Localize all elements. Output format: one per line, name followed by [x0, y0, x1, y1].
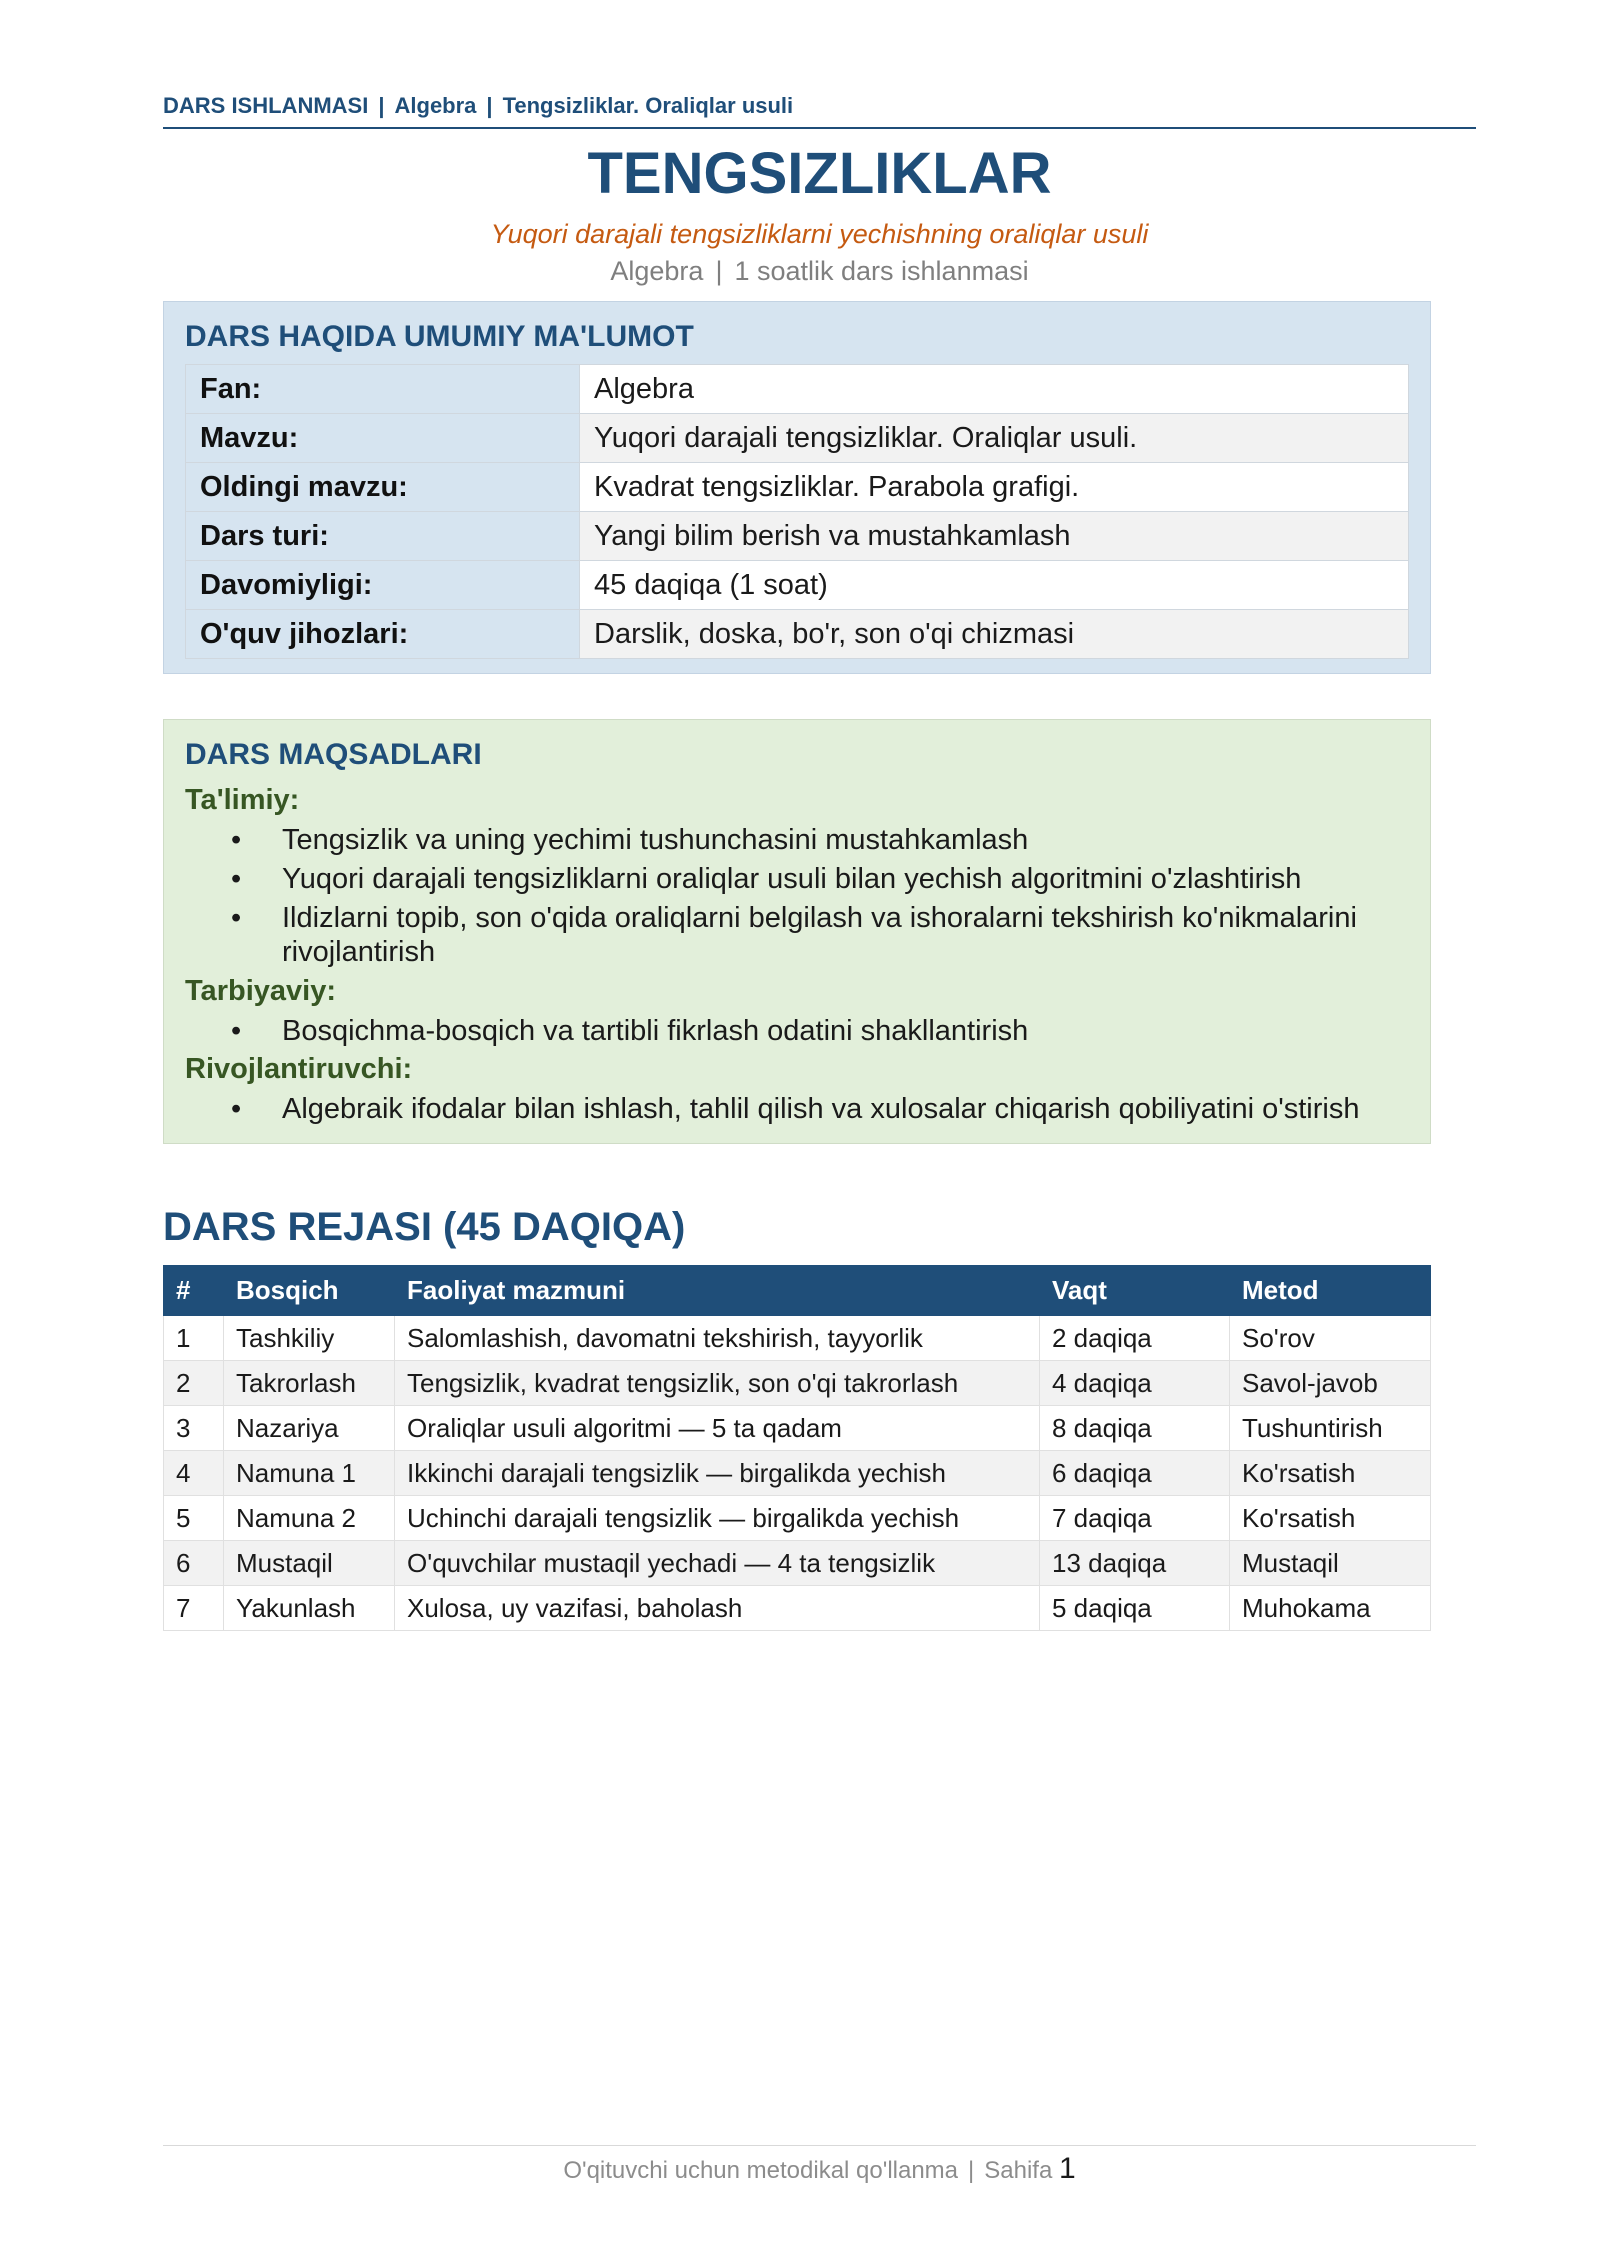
table-cell: 4 [164, 1451, 224, 1496]
table-cell: Namuna 1 [224, 1451, 395, 1496]
info-value: Darslik, doska, bo'r, son o'qi chizmasi [580, 610, 1409, 659]
goal-item: • Bosqichma-bosqich va tartibli fikrlash odatini shakllantirish [282, 1014, 1412, 1048]
table-row [164, 1316, 1431, 1361]
info-row [186, 463, 1409, 512]
table-cell: Mustaqil [1230, 1541, 1431, 1586]
column-header: Vaqt [1040, 1266, 1230, 1316]
table-cell: 1 [164, 1316, 224, 1361]
header-subject: Algebra [394, 93, 477, 118]
table-row [164, 1586, 1431, 1631]
table-cell: 6 [164, 1541, 224, 1586]
table-cell: 6 daqiqa [1040, 1451, 1230, 1496]
page-title: TENGSIZLIKLAR [587, 141, 1052, 206]
info-value: Kvadrat tengsizliklar. Parabola grafigi. [580, 463, 1409, 512]
table-cell: Tengsizlik, kvadrat tengsizlik, son o'qi takrorlash [395, 1361, 1040, 1406]
table-cell: 13 daqiqa [1040, 1541, 1230, 1586]
table-cell: Yakunlash [224, 1586, 395, 1631]
footer-text: O'qituvchi uchun metodikal qo'llanma [563, 2157, 959, 2184]
info-heading: DARS HAQIDA UMUMIY MA'LUMOT [185, 320, 694, 353]
subject-separator: | [715, 256, 723, 286]
column-header: Metod [1230, 1266, 1431, 1316]
table-cell: Muhokama [1230, 1586, 1431, 1631]
table-cell: So'rov [1230, 1316, 1431, 1361]
table-cell: 3 [164, 1406, 224, 1451]
lesson-plan-table [163, 1265, 1431, 1631]
goal-item: • Ildizlarni topib, son o'qida oraliqlarni belgilash va ishoralarni tekshirish ko'nikmalarini rivojlantirish [282, 901, 1412, 969]
running-header [163, 93, 1476, 129]
table-row [164, 1361, 1431, 1406]
table-cell: Oraliqlar usuli algoritmi — 5 ta qadam [395, 1406, 1040, 1451]
table-cell: Salomlashish, davomatni tekshirish, tayyorlik [395, 1316, 1040, 1361]
info-row [186, 414, 1409, 463]
footer-separator: | [968, 2157, 975, 2184]
table-cell: Mustaqil [224, 1541, 395, 1586]
info-label: Oldingi mavzu: [186, 463, 580, 512]
goal-item: • Yuqori darajali tengsizliklarni oraliqlar usuli bilan yechish algoritmini o'zlashtirish [282, 862, 1412, 896]
header-topic: Tengsizliklar. Oraliqlar usuli [502, 93, 794, 118]
table-cell: 5 [164, 1496, 224, 1541]
table-cell: Tushuntirish [1230, 1406, 1431, 1451]
goal-category-developmental: Rivojlantiruvchi: [185, 1053, 413, 1085]
table-cell: 2 daqiqa [1040, 1316, 1230, 1361]
table-cell: 8 daqiqa [1040, 1406, 1230, 1451]
goal-item: • Tengsizlik va uning yechimi tushunchasini mustahkamlash [282, 823, 1412, 857]
page-number: 1 [1059, 2152, 1076, 2185]
footer-divider [163, 2145, 1476, 2146]
info-row [186, 561, 1409, 610]
column-header: Bosqich [224, 1266, 395, 1316]
info-label: Davomiyligi: [186, 561, 580, 610]
table-cell: O'quvchilar mustaqil yechadi — 4 ta tengsizlik [395, 1541, 1040, 1586]
table-row [164, 1541, 1431, 1586]
info-label: Dars turi: [186, 512, 580, 561]
table-cell: Ikkinchi darajali tengsizlik — birgalikda yechish [395, 1451, 1040, 1496]
table-row [164, 1496, 1431, 1541]
table-cell: Tashkiliy [224, 1316, 395, 1361]
lesson-info-box [163, 301, 1431, 674]
goal-category-upbringing: Tarbiyaviy: [185, 975, 336, 1007]
footer-page-label: Sahifa [984, 2157, 1053, 2184]
info-value: 45 daqiqa (1 soat) [580, 561, 1409, 610]
table-cell: 7 [164, 1586, 224, 1631]
plan-heading: DARS REJASI (45 DAQIQA) [163, 1205, 686, 1249]
info-label: Mavzu: [186, 414, 580, 463]
subject-line [163, 256, 1476, 287]
table-row [164, 1406, 1431, 1451]
table-header-row [164, 1266, 1431, 1316]
table-cell: Uchinchi darajali tengsizlik — birgalikda yechish [395, 1496, 1040, 1541]
table-cell: Ko'rsatish [1230, 1496, 1431, 1541]
table-cell: Nazariya [224, 1406, 395, 1451]
table-row [164, 1451, 1431, 1496]
info-row [186, 610, 1409, 659]
column-header: Faoliyat mazmuni [395, 1266, 1040, 1316]
info-table [185, 364, 1409, 659]
header-separator: | [378, 93, 385, 118]
info-label: Fan: [186, 365, 580, 414]
info-row [186, 512, 1409, 561]
info-value: Algebra [580, 365, 1409, 414]
table-cell: Xulosa, uy vazifasi, baholash [395, 1586, 1040, 1631]
header-separator: | [486, 93, 493, 118]
info-label: O'quv jihozlari: [186, 610, 580, 659]
goals-heading: DARS MAQSADLARI [185, 738, 482, 771]
table-cell: Ko'rsatish [1230, 1451, 1431, 1496]
goal-item: • Algebraik ifodalar bilan ishlash, tahlil qilish va xulosalar chiqarish qobiliyatini o'stirish [282, 1092, 1412, 1126]
table-cell: 7 daqiqa [1040, 1496, 1230, 1541]
subject-name: Algebra [610, 256, 704, 286]
subject-duration: 1 soatlik dars ishlanmasi [734, 256, 1029, 286]
info-value: Yangi bilim berish va mustahkamlash [580, 512, 1409, 561]
page-subtitle: Yuqori darajali tengsizliklarni yechishning oraliqlar usuli [490, 219, 1149, 249]
info-value: Yuqori darajali tengsizliklar. Oraliqlar usuli. [580, 414, 1409, 463]
table-cell: 5 daqiqa [1040, 1586, 1230, 1631]
lesson-goals-box [163, 719, 1431, 1144]
header-doc-type: DARS ISHLANMASI [163, 93, 369, 118]
table-cell: Namuna 2 [224, 1496, 395, 1541]
table-cell: 4 daqiqa [1040, 1361, 1230, 1406]
info-row [186, 365, 1409, 414]
column-header: # [164, 1266, 224, 1316]
table-cell: 2 [164, 1361, 224, 1406]
page-footer [163, 2152, 1476, 2186]
table-cell: Savol-javob [1230, 1361, 1431, 1406]
table-cell: Takrorlash [224, 1361, 395, 1406]
goal-category-educational: Ta'limiy: [185, 784, 300, 816]
